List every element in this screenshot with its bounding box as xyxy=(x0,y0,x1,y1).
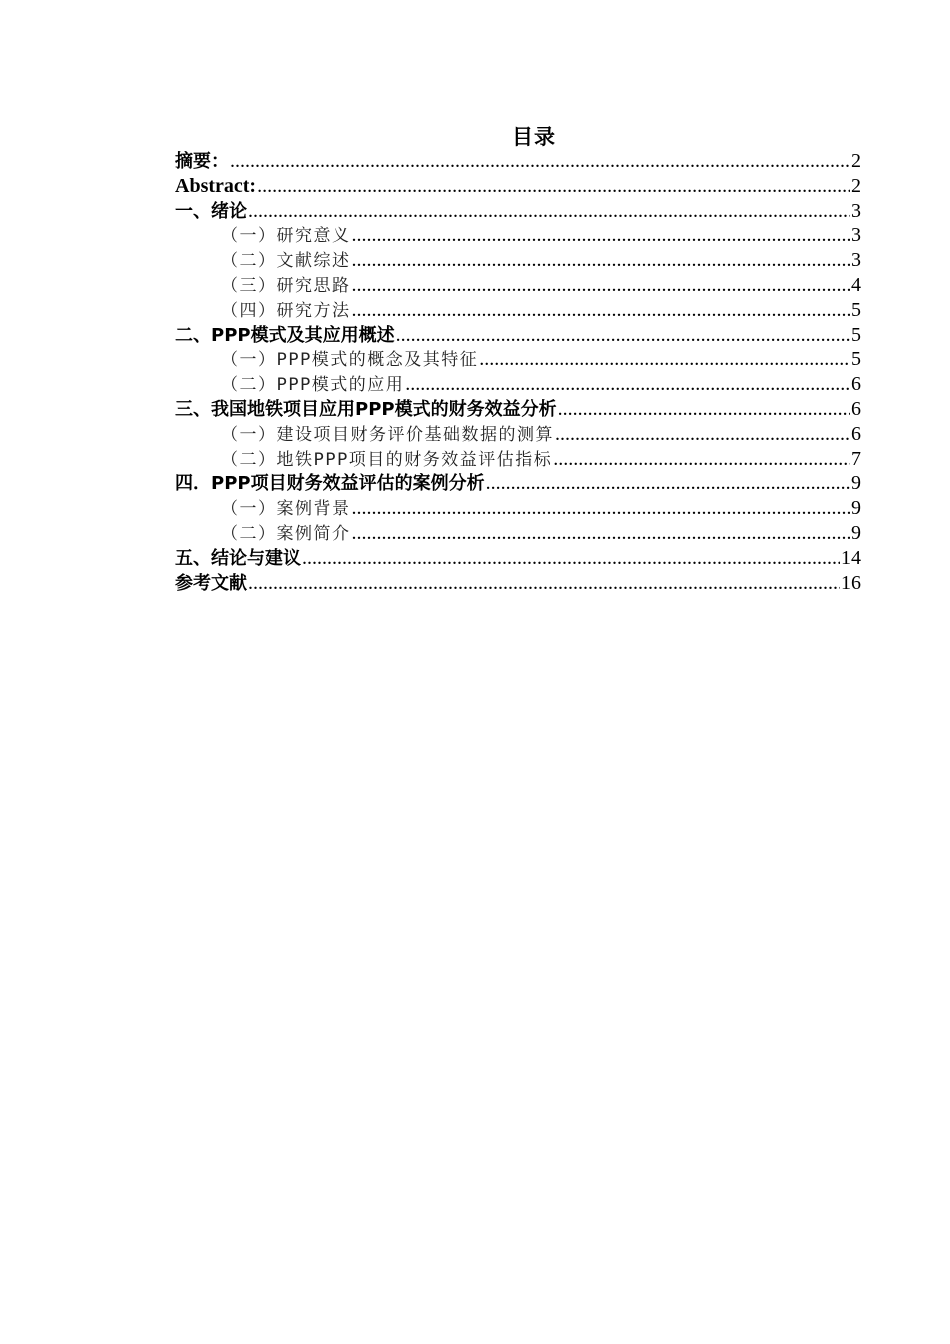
toc-entry-chapter-2[interactable] xyxy=(175,323,861,348)
toc-dot-leader xyxy=(257,174,850,199)
toc-page-number: 5 xyxy=(851,323,861,346)
toc-dot-leader xyxy=(248,571,840,596)
table-of-contents xyxy=(175,149,861,595)
toc-page-number: 6 xyxy=(851,373,861,396)
toc-entry-1-4[interactable] xyxy=(175,298,861,323)
toc-entry-abstract-cn[interactable] xyxy=(175,149,861,174)
toc-entry-label: （二）案例简介 xyxy=(221,523,351,544)
toc-entry-3-1[interactable] xyxy=(175,422,861,447)
toc-entry-label: （一）研究意义 xyxy=(221,226,351,247)
toc-page-number: 3 xyxy=(851,199,861,222)
toc-entry-3-2[interactable] xyxy=(175,447,861,472)
toc-dot-leader xyxy=(352,298,851,323)
toc-entry-2-2[interactable] xyxy=(175,372,861,397)
toc-page-number: 3 xyxy=(851,224,861,247)
toc-entry-2-1[interactable] xyxy=(175,347,861,372)
toc-page-number: 9 xyxy=(851,521,861,544)
toc-dot-leader xyxy=(352,496,851,521)
toc-page-number: 14 xyxy=(841,546,861,569)
toc-entry-label: （三）研究思路 xyxy=(221,275,351,296)
toc-dot-leader xyxy=(479,347,850,372)
toc-entry-chapter-5[interactable] xyxy=(175,546,861,571)
toc-entry-4-2[interactable] xyxy=(175,521,861,546)
toc-entry-label: （二）地铁PPP项目的财务效益评估指标 xyxy=(221,449,553,470)
toc-dot-leader xyxy=(405,372,850,397)
toc-entry-label: 四．PPP项目财务效益评估的案例分析 xyxy=(175,473,485,495)
toc-entry-label: 二、PPP模式及其应用概述 xyxy=(175,324,395,346)
toc-page-number: 7 xyxy=(851,447,861,470)
toc-dot-leader xyxy=(248,199,850,224)
toc-entry-1-3[interactable] xyxy=(175,273,861,298)
toc-page-number: 9 xyxy=(851,472,861,495)
toc-entry-label: 三、我国地铁项目应用PPP模式的财务效益分析 xyxy=(175,398,557,420)
toc-entry-label: （一）建设项目财务评价基础数据的测算 xyxy=(221,424,554,445)
toc-dot-leader xyxy=(352,223,851,248)
toc-entry-1-1[interactable] xyxy=(175,223,861,248)
toc-entry-1-2[interactable] xyxy=(175,248,861,273)
toc-page-number: 6 xyxy=(851,422,861,445)
toc-dot-leader xyxy=(553,447,850,472)
toc-page-number: 9 xyxy=(851,497,861,520)
toc-entry-label: 摘要： xyxy=(175,151,229,172)
toc-page-number: 3 xyxy=(851,249,861,272)
toc-page-number: 2 xyxy=(851,174,861,197)
toc-entry-label: （二）文献综述 xyxy=(221,251,351,272)
toc-entry-label: Abstract: xyxy=(175,174,257,197)
toc-dot-leader xyxy=(352,521,851,546)
toc-entry-chapter-4[interactable] xyxy=(175,471,861,496)
toc-dot-leader xyxy=(396,323,850,348)
toc-entry-4-1[interactable] xyxy=(175,496,861,521)
toc-entry-abstract-en[interactable] xyxy=(175,174,861,199)
toc-dot-leader xyxy=(486,471,850,496)
toc-entry-label: （一）PPP模式的概念及其特征 xyxy=(221,350,479,371)
toc-page-number: 2 xyxy=(851,150,861,172)
toc-dot-leader xyxy=(352,248,851,273)
toc-page-number: 5 xyxy=(851,298,861,321)
toc-page-number: 5 xyxy=(851,348,861,371)
toc-page-number: 4 xyxy=(851,273,861,296)
toc-dot-leader xyxy=(558,397,850,422)
toc-entry-label: （四）研究方法 xyxy=(221,300,351,321)
toc-entry-label: （一）案例背景 xyxy=(221,499,351,520)
toc-page-number: 6 xyxy=(851,397,861,420)
toc-title: 目录 xyxy=(512,125,556,149)
toc-entry-chapter-1[interactable] xyxy=(175,199,861,224)
toc-entry-label: 五、结论与建议 xyxy=(175,547,301,569)
toc-dot-leader xyxy=(352,273,851,298)
toc-dot-leader xyxy=(230,149,850,174)
toc-entry-references[interactable] xyxy=(175,571,861,596)
toc-entry-label: （二）PPP模式的应用 xyxy=(221,375,405,396)
toc-dot-leader xyxy=(302,546,840,571)
toc-entry-chapter-3[interactable] xyxy=(175,397,861,422)
toc-dot-leader xyxy=(555,422,850,447)
toc-entry-label: 一、绪论 xyxy=(175,200,247,222)
toc-page-number: 16 xyxy=(841,571,861,594)
toc-entry-label: 参考文献 xyxy=(175,572,247,594)
